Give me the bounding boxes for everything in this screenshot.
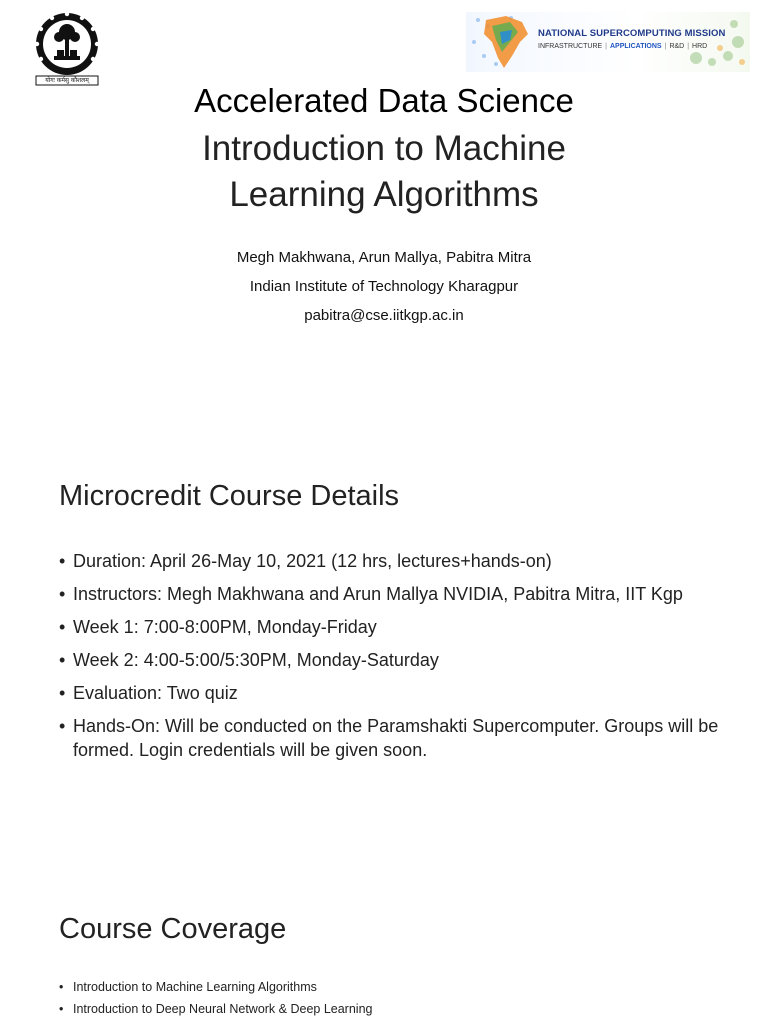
title-line-3: Learning Algorithms	[229, 175, 539, 214]
nsm-sub-infrastructure: INFRASTRUCTURE	[538, 43, 603, 50]
iit-kharagpur-emblem-icon	[30, 10, 104, 88]
national-supercomputing-mission-logo-icon	[466, 12, 750, 72]
list-item: • Introduction to Deep Neural Network & Deep Learning	[59, 1000, 739, 1018]
course-details-list	[59, 549, 739, 771]
list-item: • Week 2: 4:00-5:00/5:30PM, Monday-Saturday	[59, 648, 739, 672]
email: pabitra@cse.iitkgp.ac.in	[304, 307, 464, 324]
nsm-title: NATIONAL SUPERCOMPUTING MISSION	[538, 28, 726, 39]
title-line-2: Introduction to Machine	[202, 129, 566, 168]
institute: Indian Institute of Technology Kharagpur	[249, 278, 519, 295]
nsm-sub-hrd: HRD	[692, 43, 708, 50]
title-line-1: Accelerated Data Science	[194, 82, 574, 119]
list-item: • Hands-On: Will be conducted on the Paramshakti Supercomputer. Groups will be formed. Login credentials will be given soon.	[59, 714, 739, 762]
list-item: • Introduction to Machine Learning Algorithms	[59, 978, 739, 996]
course-coverage-heading: Course Coverage	[59, 913, 287, 945]
course-coverage-list	[59, 978, 739, 1022]
list-item: • Evaluation: Two quiz	[59, 681, 739, 705]
list-item: • Duration: April 26-May 10, 2021 (12 hrs, lectures+hands-on)	[59, 549, 739, 573]
nsm-logo	[466, 12, 750, 72]
list-item: • Week 1: 7:00-8:00PM, Monday-Friday	[59, 615, 739, 639]
authors: Megh Makhwana, Arun Mallya, Pabitra Mitra	[236, 249, 532, 266]
nsm-sub-rnd: R&D	[669, 43, 685, 50]
nsm-subtitle: INFRASTRUCTURE | APPLICATIONS | R&D | HRD	[538, 43, 708, 50]
course-details-heading: Microcredit Course Details	[59, 480, 400, 512]
nsm-sub-applications: APPLICATIONS	[610, 43, 662, 50]
emblem-motto: योगः कर्मसु कौशलम्	[45, 77, 89, 84]
list-item: • Instructors: Megh Makhwana and Arun Mallya NVIDIA, Pabitra Mitra, IIT Kgp	[59, 582, 739, 606]
